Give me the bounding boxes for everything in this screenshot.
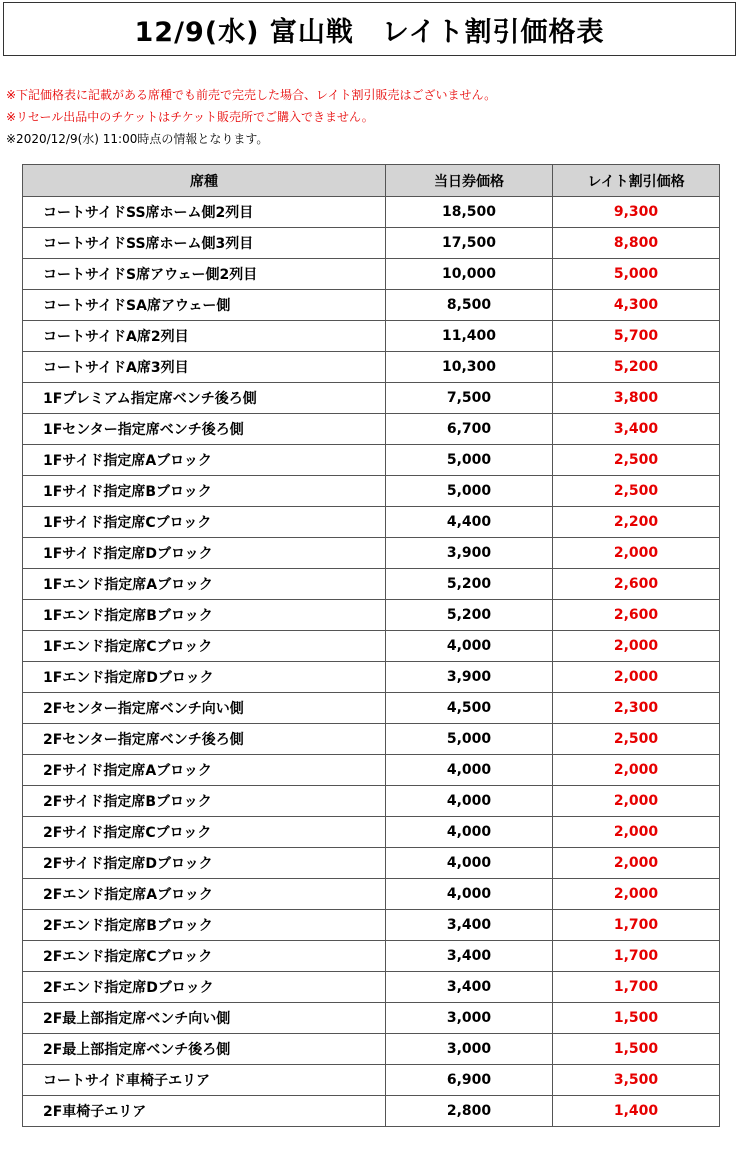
late-price-cell: 2,000 [553, 538, 720, 569]
day-price-cell: 3,900 [386, 538, 553, 569]
seat-type-cell: コートサイドA席2列目 [23, 321, 386, 352]
table-row [23, 1034, 720, 1065]
header-seat-type: 席種 [23, 165, 386, 197]
seat-type-cell: 1Fサイド指定席Aブロック [23, 445, 386, 476]
day-price-cell: 11,400 [386, 321, 553, 352]
day-price-cell: 4,500 [386, 693, 553, 724]
note-resale: ※リセール出品中のチケットはチケット販売所でご購入できません。 [6, 110, 374, 124]
day-price-cell: 5,200 [386, 600, 553, 631]
day-price-cell: 4,000 [386, 817, 553, 848]
table-row [23, 507, 720, 538]
seat-type-cell: コートサイドS席アウェー側2列目 [23, 259, 386, 290]
late-price-cell: 2,000 [553, 631, 720, 662]
table-row [23, 290, 720, 321]
seat-type-cell: 1Fサイド指定席Dブロック [23, 538, 386, 569]
table-row [23, 383, 720, 414]
late-price-cell: 2,600 [553, 600, 720, 631]
late-price-cell: 8,800 [553, 228, 720, 259]
header-late-price: レイト割引価格 [553, 165, 720, 197]
late-price-cell: 3,800 [553, 383, 720, 414]
seat-type-cell: 2Fエンド指定席Cブロック [23, 941, 386, 972]
day-price-cell: 3,400 [386, 910, 553, 941]
table-row [23, 1065, 720, 1096]
seat-type-cell: 2Fサイド指定席Cブロック [23, 817, 386, 848]
seat-type-cell: 1Fエンド指定席Dブロック [23, 662, 386, 693]
day-price-cell: 17,500 [386, 228, 553, 259]
day-price-cell: 4,000 [386, 631, 553, 662]
late-price-cell: 2,200 [553, 507, 720, 538]
table-body [23, 197, 720, 1127]
header-day-price: 当日券価格 [386, 165, 553, 197]
notes [6, 84, 496, 150]
day-price-cell: 5,000 [386, 724, 553, 755]
day-price-cell: 18,500 [386, 197, 553, 228]
seat-type-cell: 2F最上部指定席ベンチ向い側 [23, 1003, 386, 1034]
table-row [23, 569, 720, 600]
note-timestamp: ※2020/12/9(水) 11:00時点の情報となります。 [6, 132, 269, 146]
table-row [23, 972, 720, 1003]
table-row [23, 786, 720, 817]
table-row [23, 445, 720, 476]
seat-type-cell: 1Fエンド指定席Bブロック [23, 600, 386, 631]
day-price-cell: 4,000 [386, 786, 553, 817]
late-price-cell: 5,700 [553, 321, 720, 352]
table-row [23, 755, 720, 786]
day-price-cell: 5,000 [386, 476, 553, 507]
table-row [23, 538, 720, 569]
late-price-cell: 3,500 [553, 1065, 720, 1096]
day-price-cell: 4,000 [386, 848, 553, 879]
seat-type-cell: 2Fエンド指定席Dブロック [23, 972, 386, 1003]
day-price-cell: 10,300 [386, 352, 553, 383]
seat-type-cell: コートサイドSS席ホーム側3列目 [23, 228, 386, 259]
late-price-cell: 2,000 [553, 879, 720, 910]
table-row [23, 662, 720, 693]
day-price-cell: 4,400 [386, 507, 553, 538]
table-row [23, 631, 720, 662]
late-price-cell: 2,500 [553, 724, 720, 755]
seat-type-cell: 1Fサイド指定席Cブロック [23, 507, 386, 538]
table-row [23, 352, 720, 383]
day-price-cell: 10,000 [386, 259, 553, 290]
late-price-cell: 2,000 [553, 755, 720, 786]
late-price-cell: 5,000 [553, 259, 720, 290]
seat-type-cell: 2Fセンター指定席ベンチ向い側 [23, 693, 386, 724]
day-price-cell: 2,800 [386, 1096, 553, 1127]
late-price-cell: 4,300 [553, 290, 720, 321]
seat-type-cell: 2Fサイド指定席Dブロック [23, 848, 386, 879]
late-price-cell: 3,400 [553, 414, 720, 445]
late-price-cell: 2,500 [553, 476, 720, 507]
seat-type-cell: コートサイドSS席ホーム側2列目 [23, 197, 386, 228]
late-price-cell: 1,700 [553, 972, 720, 1003]
seat-type-cell: コートサイドSA席アウェー側 [23, 290, 386, 321]
table-row [23, 941, 720, 972]
late-price-cell: 2,500 [553, 445, 720, 476]
late-price-cell: 2,000 [553, 662, 720, 693]
late-price-cell: 1,500 [553, 1003, 720, 1034]
day-price-cell: 7,500 [386, 383, 553, 414]
table-row [23, 724, 720, 755]
day-price-cell: 6,700 [386, 414, 553, 445]
table-row [23, 228, 720, 259]
table-row [23, 600, 720, 631]
table-row [23, 414, 720, 445]
day-price-cell: 8,500 [386, 290, 553, 321]
table-row [23, 910, 720, 941]
late-price-cell: 2,000 [553, 848, 720, 879]
seat-type-cell: 2Fエンド指定席Bブロック [23, 910, 386, 941]
late-price-cell: 1,700 [553, 941, 720, 972]
day-price-cell: 5,000 [386, 445, 553, 476]
table-row [23, 259, 720, 290]
late-price-cell: 5,200 [553, 352, 720, 383]
table-row [23, 197, 720, 228]
day-price-cell: 3,900 [386, 662, 553, 693]
seat-type-cell: 2Fサイド指定席Bブロック [23, 786, 386, 817]
seat-type-cell: 1Fエンド指定席Cブロック [23, 631, 386, 662]
table-row [23, 879, 720, 910]
late-price-cell: 2,000 [553, 786, 720, 817]
seat-type-cell: 2F車椅子エリア [23, 1096, 386, 1127]
table-row [23, 1003, 720, 1034]
late-price-cell: 2,300 [553, 693, 720, 724]
table-row [23, 817, 720, 848]
day-price-cell: 6,900 [386, 1065, 553, 1096]
day-price-cell: 4,000 [386, 755, 553, 786]
table-row [23, 1096, 720, 1127]
seat-type-cell: コートサイドA席3列目 [23, 352, 386, 383]
day-price-cell: 3,000 [386, 1034, 553, 1065]
seat-type-cell: 2Fサイド指定席Aブロック [23, 755, 386, 786]
seat-type-cell: 1Fプレミアム指定席ベンチ後ろ側 [23, 383, 386, 414]
note-sold-out: ※下記価格表に記載がある席種でも前売で完売した場合、レイト割引販売はございません。 [6, 88, 497, 102]
day-price-cell: 4,000 [386, 879, 553, 910]
table-header-row [23, 165, 720, 197]
seat-type-cell: 2F最上部指定席ベンチ後ろ側 [23, 1034, 386, 1065]
seat-type-cell: コートサイド車椅子エリア [23, 1065, 386, 1096]
seat-type-cell: 1Fエンド指定席Aブロック [23, 569, 386, 600]
table-row [23, 693, 720, 724]
late-price-cell: 2,600 [553, 569, 720, 600]
page-title: 12/9(水) 富山戦 レイト割引価格表 [3, 2, 736, 56]
late-price-cell: 1,400 [553, 1096, 720, 1127]
late-price-cell: 1,700 [553, 910, 720, 941]
late-price-cell: 1,500 [553, 1034, 720, 1065]
late-price-cell: 9,300 [553, 197, 720, 228]
seat-type-cell: 2Fエンド指定席Aブロック [23, 879, 386, 910]
seat-type-cell: 1Fサイド指定席Bブロック [23, 476, 386, 507]
late-price-cell: 2,000 [553, 817, 720, 848]
table-row [23, 848, 720, 879]
seat-type-cell: 1Fセンター指定席ベンチ後ろ側 [23, 414, 386, 445]
day-price-cell: 3,400 [386, 941, 553, 972]
day-price-cell: 5,200 [386, 569, 553, 600]
table-row [23, 476, 720, 507]
day-price-cell: 3,000 [386, 1003, 553, 1034]
day-price-cell: 3,400 [386, 972, 553, 1003]
table-row [23, 321, 720, 352]
seat-type-cell: 2Fセンター指定席ベンチ後ろ側 [23, 724, 386, 755]
price-table [22, 164, 720, 1127]
